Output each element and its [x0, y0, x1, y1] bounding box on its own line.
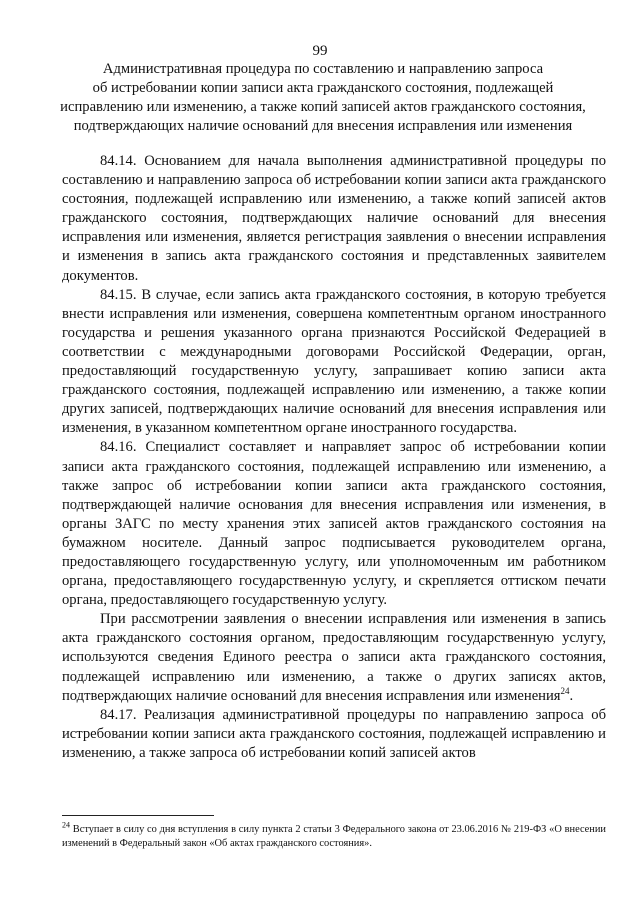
heading-line: исправлению или изменению, а также копий записей актов гражданского состояния,	[60, 99, 586, 115]
paragraph-84-14: 84.14. Основанием для начала выполнения административной процедуры по составлению и направлению запроса об истребовании копии записи акта гражданского состояния, подлежащей исправлению или изменению, а также копий записей актов гражданского состояния, подтверждающих наличие оснований для внесения исправления или изменения, является регистрация заявления о внесении исправления и изменения в запись акта гражданского состояния и представленных заявителем документов.	[62, 153, 606, 284]
document-body	[62, 152, 606, 763]
paragraph-84-15: 84.15. В случае, если запись акта гражданского состояния, в которую требуется внести исправления или изменения, совершена компетентным органом иностранного государства и решения указанного органа признаются Российской Федерацией в соответствии с международными договорами Российской Федерации, орган, предоставляющий государственную услугу, запрашивает копию записи акта гражданского состояния, подлежащей исправлению или изменению, а также копии других записей, подтверждающих наличие оснований для внесения исправления или изменения, в указанном компетентном органе иностранного государства.	[62, 286, 606, 437]
footnote-divider	[62, 815, 214, 816]
heading-line: подтверждающих наличие оснований для внесения исправления или изменения	[73, 118, 573, 134]
footnote	[62, 820, 606, 851]
footnote-reference[interactable]: 24	[560, 685, 570, 696]
paragraph-text: При рассмотрении заявления о внесении исправления или изменения в запись акта гражданского состояния органом, предоставляющим государственную услугу, используются сведения Единого реестра о записи акта гражданского состояния, подлежащей исправлению или изменению, а также о других записях актов, подтверждающих наличие оснований для внесения исправления или изменения	[62, 611, 606, 704]
heading-line: об истребовании копии записи акта гражданского состояния, подлежащей	[92, 80, 554, 96]
sentence-period: .	[569, 687, 574, 704]
paragraph-84-17: 84.17. Реализация административной процедуры по направлению запроса об истребовании копии записи акта гражданского состояния, подлежащей исправлению и изменению, а также запроса об истребовании копий записей актов	[62, 706, 606, 761]
page-number: 99	[312, 43, 328, 59]
section-heading	[60, 60, 586, 136]
paragraph-register-info	[62, 610, 606, 705]
footnote-number: 24	[62, 820, 70, 830]
heading-line: Административная процедура по составлению и направлению запроса	[102, 61, 544, 77]
paragraph-84-16: 84.16. Специалист составляет и направляет запрос об истребовании копии записи акта гражданского состояния, подлежащей исправлению или изменению, а также запрос об истребовании копии записи акта гражданского состояния, подтверждающей наличие основания для внесения исправления или изменения, в органы ЗАГС по месту хранения этих записей актов гражданского состояния на бумажном носителе. Данный запрос подписывается руководителем органа, предоставляющего государственную услугу, или уполномоченным им работником органа, предоставляющего государственную услугу, и скрепляется оттиском печати органа, предоставляющего государственную услугу.	[62, 439, 606, 609]
footnote-text: Вступает в силу со дня вступления в силу пункта 2 статьи 3 Федерального закона от 23.06.2016 № 219-ФЗ «О внесении изменений в Федеральный закон «Об актах гражданского состояния».	[62, 824, 606, 849]
